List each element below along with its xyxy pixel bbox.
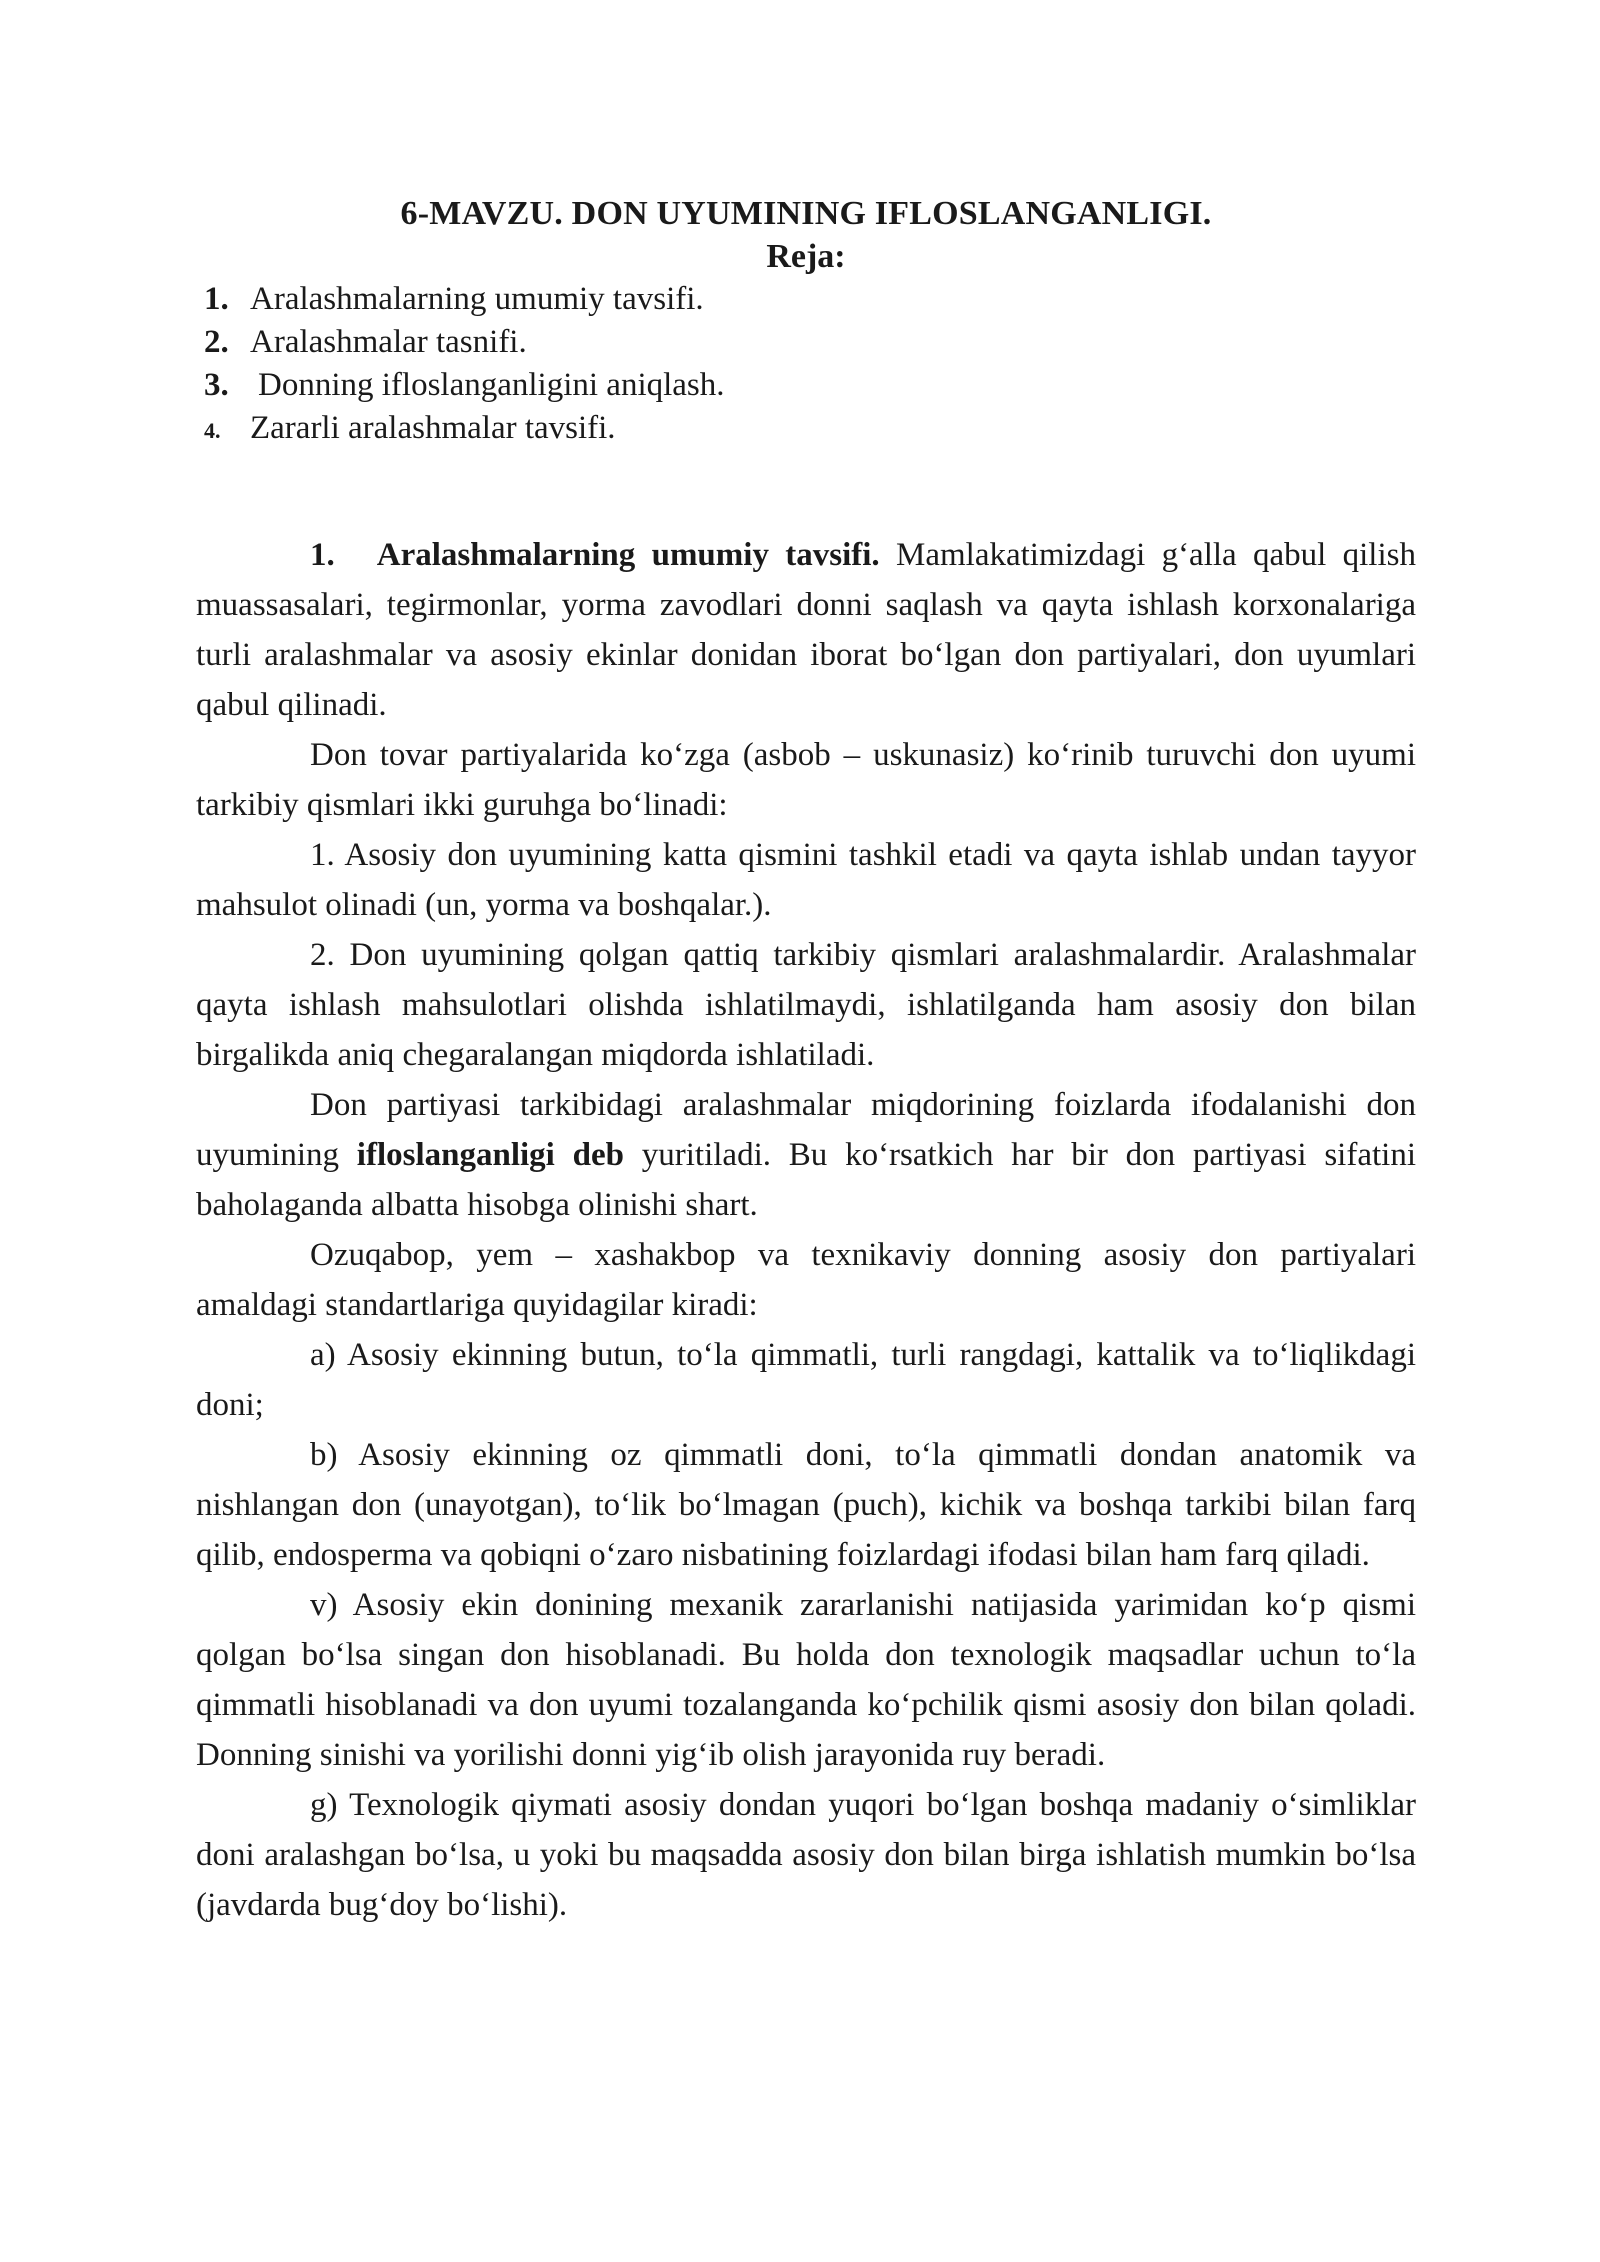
plan-item-number: 3. [204, 367, 229, 403]
paragraph: 1. Asosiy don uyumining katta qismini tashkil etadi va qayta ishlab undan tayyor mahsulot olinadi (un, yorma va boshqalar.). [196, 837, 1416, 923]
paragraph-text: yuritiladi. Bu ko‘rsatkich har bir don partiyasi sifatini baholaganda albatta hisobga olinishi shart. [196, 1137, 1416, 1223]
section-heading: Aralashmalarning umumiy tavsifi. [376, 537, 880, 573]
paragraph-contamination-definition [196, 1080, 1416, 1230]
document-body [196, 530, 1416, 1930]
paragraph: Ozuqabop, yem – xashakbop va texnikaviy donning asosiy don partiyalari amaldagi standartlariga quyidagilar kiradi: [196, 1237, 1416, 1323]
document-title: 6-MAVZU. DON UYUMINING IFLOSLANGANLIGI. [400, 195, 1212, 232]
plan-item-text: Aralashmalar tasnifi. [250, 324, 527, 360]
paragraph: 2. Don uyumining qolgan qattiq tarkibiy qismlari aralashmalardir. Aralashmalar qayta ishlash mahsulotlari olishda ishlatilmaydi, ishlatilganda ham asosiy don bilan birgalikda aniq chegaralangan miqdorda ishlatiladi. [196, 937, 1416, 1073]
plan-item [204, 364, 1416, 407]
paragraph-item-b: b) Asosiy ekinning oz qimmatli doni, to‘la qimmatli dondan anatomik va nishlangan don (unayotgan), to‘lik bo‘lmagan (puch), kichik va boshqa tarkibi bilan farq qilib, endosperma va qobiqni o‘zaro nisbatining foizlardagi ifodasi bilan ham farq qiladi. [196, 1437, 1416, 1573]
plan-item-text: Donning ifloslanganligini aniqlash. [258, 367, 725, 403]
plan-item [204, 321, 1416, 364]
plan-item [204, 407, 1416, 452]
plan-item-number: 1. [204, 281, 229, 317]
plan-item-number: 2. [204, 324, 229, 360]
paragraph-item-v: v) Asosiy ekin donining mexanik zararlanishi natijasida yarimidan ko‘p qismi qolgan bo‘lsa singan don hisoblanadi. Bu holda don texnologik maqsadlar uchun to‘la qimmatli hisoblanadi va don uyumi tozalanganda ko‘pchilik qismi asosiy don bilan qoladi. Donning sinishi va yorilishi donni yig‘ib olish jarayonida ruy beradi. [196, 1587, 1416, 1773]
plan-item-text: Aralashmalarning umumiy tavsifi. [250, 281, 704, 317]
section-number: 1. [310, 537, 335, 573]
plan-item-number: 4. [204, 418, 221, 443]
section-1-paragraph [196, 530, 1416, 730]
paragraph: Don tovar partiyalarida ko‘zga (asbob – uskunasiz) ko‘rinib turuvchi don uyumi tarkibiy qismlari ikki guruhga bo‘linadi: [196, 737, 1416, 823]
paragraph-item-g: g) Texnologik qiymati asosiy dondan yuqori bo‘lgan boshqa madaniy o‘simliklar doni aralashgan bo‘lsa, u yoki bu maqsadda asosiy don bilan birga ishlatish mumkin bo‘lsa (javdarda bug‘doy bo‘lishi). [196, 1787, 1416, 1923]
plan-item [204, 278, 1416, 321]
key-term: ifloslanganligi deb [356, 1137, 624, 1173]
plan-item-text: Zararli aralashmalar tavsifi. [250, 410, 616, 446]
paragraph-text: Don partiyasi tarkibidagi aralashmalar miqdorining foizlarda ifodalanishi don uyumining [196, 1087, 1416, 1173]
paragraph-item-a: a) Asosiy ekinning butun, to‘la qimmatli, turli rangdagi, kattalik va to‘liqlikdagi doni; [196, 1337, 1416, 1423]
section-1-text: Mamlakatimizdagi g‘alla qabul qilish muassasalari, tegirmonlar, yorma zavodlari donni saqlash va qayta ishlash korxonalariga turli aralashmalar va asosiy ekinlar donidan iborat bo‘lgan don partiyalari, don uyumlari qabul qilinadi. [196, 537, 1416, 723]
plan-heading: Reja: [766, 238, 846, 275]
plan-list [196, 278, 1416, 452]
document-page [196, 192, 1416, 1930]
